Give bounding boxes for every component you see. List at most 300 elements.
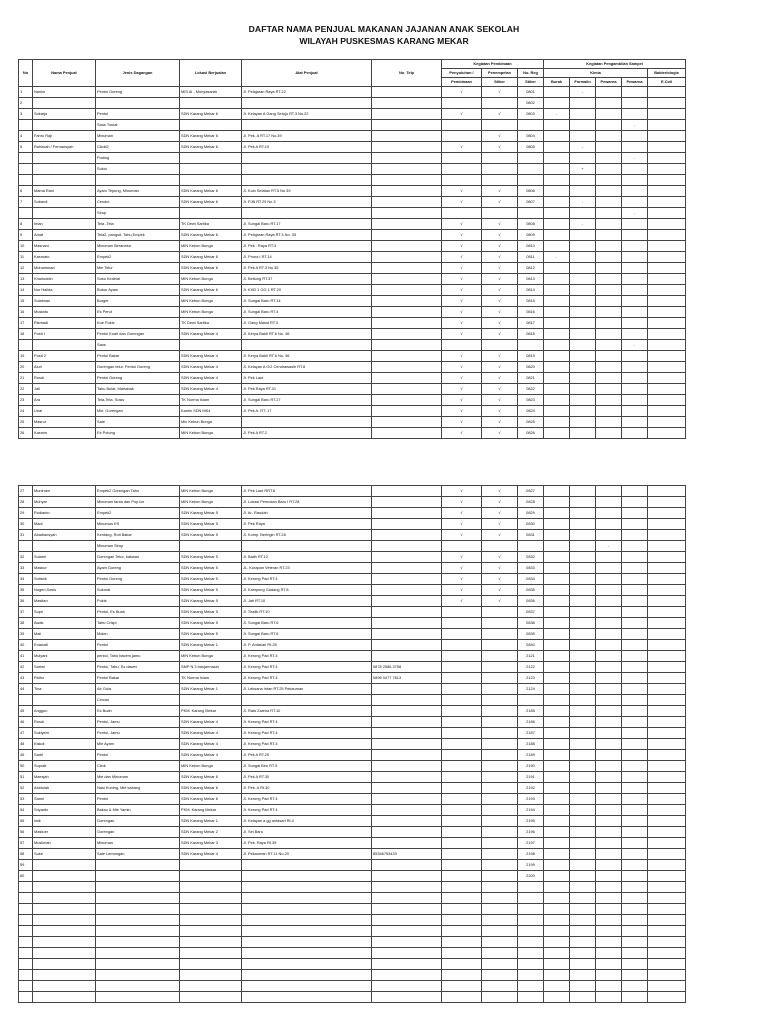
- table-cell: [622, 970, 648, 981]
- table-row: [19, 120, 686, 131]
- table-cell: Es Potong: [96, 428, 180, 439]
- table-cell: SDN Karang Mekar 4: [180, 329, 242, 340]
- table-cell: [372, 241, 442, 252]
- table-cell: [442, 684, 482, 695]
- table-cell: Es Buah: [96, 706, 180, 717]
- table-cell: Cilok: [96, 761, 180, 772]
- table-cell: SDN Karang Mekar 5: [180, 508, 242, 519]
- table-cell: [33, 175, 96, 186]
- table-cell: [648, 552, 686, 563]
- table-cell: [544, 684, 570, 695]
- table-cell: [570, 307, 596, 318]
- table-cell: 43: [19, 673, 33, 684]
- table-cell: [596, 926, 622, 937]
- table-cell: Mulyani: [33, 651, 96, 662]
- table-cell: [442, 98, 482, 109]
- table-cell: SDN Karang Mekar 5: [180, 519, 242, 530]
- table-cell: Sriyanto: [33, 805, 96, 816]
- table-cell: TK Dewi Sartika: [180, 219, 242, 230]
- table-cell: [544, 318, 570, 329]
- table-cell: √: [442, 508, 482, 519]
- table-cell: Tahu Bulat, Martabak: [96, 384, 180, 395]
- table-cell: √: [482, 109, 518, 120]
- table-row: [19, 508, 686, 519]
- table-cell: [180, 164, 242, 175]
- table-cell: Ayam Tepung, Minuman: [96, 186, 180, 197]
- table-cell: [372, 860, 442, 871]
- table-cell: [442, 827, 482, 838]
- table-cell: [570, 662, 596, 673]
- table-cell: Jl. Tirafik RT.10: [242, 607, 372, 618]
- table-cell: 54: [19, 805, 33, 816]
- table-cell: Jl. Pelajaran Raya RT.3 No. 35: [242, 230, 372, 241]
- table-cell: [648, 351, 686, 362]
- table-cell: 0811: [518, 252, 544, 263]
- table-cell: [482, 805, 518, 816]
- table-row: [19, 274, 686, 285]
- table-cell: √: [482, 497, 518, 508]
- table-row: [19, 87, 686, 98]
- table-cell: [372, 541, 442, 552]
- table-cell: [570, 362, 596, 373]
- table-cell: [372, 164, 442, 175]
- table-cell: SDN Karang Mekar 2: [180, 827, 242, 838]
- table-cell: [596, 285, 622, 296]
- table-cell: SDN Karang Mekar 6: [180, 131, 242, 142]
- table-cell: Abadiansyah: [33, 530, 96, 541]
- table-cell: [596, 373, 622, 384]
- table-cell: [442, 904, 482, 915]
- table-cell: [622, 761, 648, 772]
- table-cell: √: [482, 351, 518, 362]
- table-cell: [33, 164, 96, 175]
- table-cell: √: [482, 585, 518, 596]
- table-cell: [648, 838, 686, 849]
- table-cell: [570, 530, 596, 541]
- table-cell: [19, 175, 33, 186]
- table-cell: [544, 585, 570, 596]
- table-cell: Suprati: [33, 761, 96, 772]
- table-cell: [544, 428, 570, 439]
- table-cell: [442, 695, 482, 706]
- table-cell: [648, 926, 686, 937]
- table-cell: [544, 728, 570, 739]
- table-cell: [242, 860, 372, 871]
- table-cell: [442, 981, 482, 992]
- table-cell: [442, 640, 482, 651]
- table-cell: SDN Karang Mekar 5: [180, 618, 242, 629]
- table-cell: [482, 684, 518, 695]
- header-jenis: Jenis Dagangan: [96, 60, 180, 87]
- table-cell: [180, 340, 242, 351]
- table-cell: [180, 871, 242, 882]
- table-cell: [372, 351, 442, 362]
- table-cell: [372, 607, 442, 618]
- table-cell: √: [482, 574, 518, 585]
- table-cell: [180, 98, 242, 109]
- table-cell: √: [442, 186, 482, 197]
- table-cell: 0827: [518, 486, 544, 497]
- table-cell: [648, 882, 686, 893]
- table-cell: [622, 937, 648, 948]
- table-cell: √: [482, 406, 518, 417]
- table-cell: Jl. Kerong Pad RT.4: [242, 717, 372, 728]
- table-cell: 40: [19, 640, 33, 651]
- table-cell: [442, 728, 482, 739]
- table-cell: Jl. Kelayan A Gang Setuju RT.3 No.22: [242, 109, 372, 120]
- header-stiker: Stiker: [482, 78, 518, 87]
- table-cell: [570, 805, 596, 816]
- table-cell: 14: [19, 285, 33, 296]
- table-cell: [648, 274, 686, 285]
- table-cell: 2198: [518, 849, 544, 860]
- table-cell: [622, 816, 648, 827]
- table-cell: √: [482, 263, 518, 274]
- table-cell: [622, 629, 648, 640]
- table-cell: [544, 783, 570, 794]
- header-no: No: [19, 60, 33, 87]
- table-cell: 0819: [518, 351, 544, 362]
- table-cell: [570, 849, 596, 860]
- table-cell: 0806: [518, 186, 544, 197]
- table-cell: -: [544, 109, 570, 120]
- table-cell: 31: [19, 530, 33, 541]
- table-cell: pentol, Tahu bacem,jamu: [96, 651, 180, 662]
- table-row: [19, 937, 686, 948]
- table-cell: [596, 937, 622, 948]
- table-cell: [570, 241, 596, 252]
- table-row: [19, 219, 686, 230]
- table-cell: [648, 959, 686, 970]
- table-cell: Jl. Pek A RT.20: [242, 750, 372, 761]
- table-cell: Pentol: [96, 794, 180, 805]
- table-cell: [622, 893, 648, 904]
- table-cell: [482, 761, 518, 772]
- table-cell: √: [482, 252, 518, 263]
- table-cell: [570, 120, 596, 131]
- table-cell: Mali: [33, 629, 96, 640]
- table-cell: SDN Karang Mekar 1: [180, 640, 242, 651]
- table-cell: 18: [19, 329, 33, 340]
- table-cell: [544, 926, 570, 937]
- table-cell: Mie, Gorengan: [96, 406, 180, 417]
- table-cell: √: [442, 596, 482, 607]
- table-cell: -: [622, 120, 648, 131]
- table-cell: SDN Karang Mekar 4: [180, 717, 242, 728]
- table-cell: [96, 175, 180, 186]
- table-cell: [372, 882, 442, 893]
- table-cell: 0803: [518, 109, 544, 120]
- table-cell: Minuman: [96, 131, 180, 142]
- table-cell: [482, 607, 518, 618]
- table-cell: [648, 893, 686, 904]
- table-cell: Sirup: [96, 208, 180, 219]
- table-cell: [372, 208, 442, 219]
- table-cell: Sadri: [33, 750, 96, 761]
- table-cell: √: [442, 329, 482, 340]
- table-cell: [96, 860, 180, 871]
- table-cell: [180, 120, 242, 131]
- table-cell: 1: [19, 87, 33, 98]
- table-cell: 19: [19, 351, 33, 362]
- table-row: [19, 838, 686, 849]
- table-cell: [442, 893, 482, 904]
- table-cell: 26: [19, 428, 33, 439]
- table-cell: [372, 838, 442, 849]
- table-cell: [482, 629, 518, 640]
- table-cell: [482, 153, 518, 164]
- table-cell: [570, 926, 596, 937]
- table-cell: [622, 563, 648, 574]
- table-cell: [570, 893, 596, 904]
- table-cell: [622, 695, 648, 706]
- table-cell: [544, 351, 570, 362]
- table-cell: [596, 219, 622, 230]
- table-cell: [180, 926, 242, 937]
- table-cell: [544, 530, 570, 541]
- table-cell: [570, 175, 596, 186]
- table-row: [19, 607, 686, 618]
- table-cell: Jl. Sungai Baru RT.4: [242, 307, 372, 318]
- table-cell: [544, 307, 570, 318]
- table-row: [19, 926, 686, 937]
- table-cell: [544, 717, 570, 728]
- table-cell: Iman: [33, 219, 96, 230]
- table-cell: [622, 530, 648, 541]
- table-cell: [596, 351, 622, 362]
- table-cell: Burger: [96, 296, 180, 307]
- table-cell: [622, 739, 648, 750]
- table-cell: Jl. Pek A RT.2: [242, 428, 372, 439]
- table-cell: [622, 750, 648, 761]
- table-cell: [570, 838, 596, 849]
- table-cell: [648, 486, 686, 497]
- table-cell: SDN Karang Mekar 5: [180, 530, 242, 541]
- table-cell: [648, 904, 686, 915]
- table-cell: [372, 230, 442, 241]
- table-cell: [544, 153, 570, 164]
- table-cell: [19, 695, 33, 706]
- table-cell: 0815: [518, 296, 544, 307]
- table-cell: [622, 274, 648, 285]
- table-cell: [648, 109, 686, 120]
- table-cell: [372, 142, 442, 153]
- table-cell: [648, 395, 686, 406]
- table-row: [19, 640, 686, 651]
- table-cell: [544, 120, 570, 131]
- table-cell: [33, 904, 96, 915]
- table-cell: 3: [19, 109, 33, 120]
- table-cell: 2187: [518, 728, 544, 739]
- table-cell: Jl. Pek A. RT. 17: [242, 406, 372, 417]
- table-cell: [544, 761, 570, 772]
- table-cell: SDN Karang Mekar 4: [180, 739, 242, 750]
- table-cell: [544, 563, 570, 574]
- table-cell: [242, 904, 372, 915]
- table-cell: [596, 186, 622, 197]
- table-cell: Empek2: [96, 252, 180, 263]
- table-cell: [19, 926, 33, 937]
- table-cell: [570, 882, 596, 893]
- table-cell: [570, 772, 596, 783]
- table-cell: [596, 651, 622, 662]
- table-cell: [544, 805, 570, 816]
- table-cell: Empek2 Gorengan Tahu: [96, 486, 180, 497]
- table-cell: [622, 362, 648, 373]
- table-cell: [544, 340, 570, 351]
- table-cell: [648, 318, 686, 329]
- table-cell: [372, 153, 442, 164]
- table-cell: [180, 541, 242, 552]
- table-cell: [648, 761, 686, 772]
- table-cell: [544, 882, 570, 893]
- table-cell: [242, 937, 372, 948]
- table-cell: [648, 805, 686, 816]
- table-cell: [482, 164, 518, 175]
- table-cell: [622, 706, 648, 717]
- table-cell: [648, 263, 686, 274]
- table-cell: 23: [19, 395, 33, 406]
- table-cell: -: [596, 541, 622, 552]
- table-cell: Jl. Kerong Pad RT.4: [242, 805, 372, 816]
- table-row: [19, 596, 686, 607]
- table-cell: [544, 274, 570, 285]
- table-cell: 2124: [518, 684, 544, 695]
- table-cell: [622, 849, 648, 860]
- table-cell: Sulaiman: [33, 296, 96, 307]
- table-cell: [19, 120, 33, 131]
- table-cell: Posti I: [33, 329, 96, 340]
- table-cell: √: [442, 395, 482, 406]
- table-cell: [570, 816, 596, 827]
- header-kegiatan-pembinaan: Kegiatan Pembinaan: [442, 60, 544, 69]
- table-cell: [596, 640, 622, 651]
- header-nama: Nama Penjual: [33, 60, 96, 87]
- table-cell: [482, 959, 518, 970]
- table-cell: [372, 794, 442, 805]
- table-cell: Mastuer: [33, 827, 96, 838]
- table-cell: Supri: [33, 607, 96, 618]
- table-cell: [372, 728, 442, 739]
- table-cell: Empek2: [96, 508, 180, 519]
- table-cell: [242, 948, 372, 959]
- table-cell: Pentol Goreng: [96, 373, 180, 384]
- table-cell: [596, 530, 622, 541]
- table-cell: [596, 750, 622, 761]
- table-cell: Maesjah: [33, 772, 96, 783]
- table-cell: [648, 497, 686, 508]
- table-cell: [242, 208, 372, 219]
- header-pewarna: Pewarna: [596, 78, 622, 87]
- table-cell: [544, 208, 570, 219]
- table-cell: [570, 992, 596, 1003]
- table-cell: √: [482, 307, 518, 318]
- table-cell: [482, 871, 518, 882]
- table-cell: Nanim: [33, 87, 96, 98]
- table-cell: SDN Karang Mekar 6: [180, 772, 242, 783]
- table-cell: -: [570, 87, 596, 98]
- table-cell: Muhammad: [33, 263, 96, 274]
- table-cell: [518, 915, 544, 926]
- table-cell: -: [622, 340, 648, 351]
- table-cell: [544, 772, 570, 783]
- table-cell: [596, 827, 622, 838]
- table-cell: [570, 263, 596, 274]
- table-cell: [242, 992, 372, 1003]
- table-cell: [442, 120, 482, 131]
- table-cell: 0839: [518, 629, 544, 640]
- table-cell: Muhyar: [33, 497, 96, 508]
- table-cell: Nur Halida: [33, 285, 96, 296]
- table-cell: [180, 882, 242, 893]
- table-row: [19, 783, 686, 794]
- table-cell: [648, 541, 686, 552]
- table-cell: 2196: [518, 827, 544, 838]
- table-cell: [372, 893, 442, 904]
- table-cell: [544, 406, 570, 417]
- table-cell: SDN Karang Mekar 5: [180, 585, 242, 596]
- table-cell: 0824: [518, 406, 544, 417]
- table-cell: [622, 871, 648, 882]
- table-cell: [518, 164, 544, 175]
- table-cell: √: [442, 109, 482, 120]
- table-cell: 0807: [518, 197, 544, 208]
- table-cell: [544, 362, 570, 373]
- table-cell: [648, 783, 686, 794]
- table-cell: Jl. PJB RT.29 No.3: [242, 197, 372, 208]
- table-row: [19, 186, 686, 197]
- vendor-table-page-2: [18, 485, 686, 1003]
- table-cell: [596, 98, 622, 109]
- table-row: [19, 981, 686, 992]
- table-cell: [570, 794, 596, 805]
- table-cell: √: [482, 131, 518, 142]
- table-cell: Sarmi: [33, 794, 96, 805]
- table-cell: 2121: [518, 651, 544, 662]
- table-cell: √: [442, 384, 482, 395]
- table-cell: Jl. Sungai Biru RT.3: [242, 761, 372, 772]
- header-stiker-reg: Stiker: [518, 78, 544, 87]
- table-cell: [19, 937, 33, 948]
- table-cell: 0812: [518, 263, 544, 274]
- table-cell: Jl. Kampung Gadang RT.8: [242, 585, 372, 596]
- table-cell: [648, 849, 686, 860]
- table-cell: -: [570, 142, 596, 153]
- table-cell: Ayam Goreng: [96, 563, 180, 574]
- header-lokasi: Lokasi Berjualan: [180, 60, 242, 87]
- table-cell: Suke: [33, 849, 96, 860]
- table-row: [19, 131, 686, 142]
- table-cell: 12: [19, 263, 33, 274]
- table-cell: [372, 109, 442, 120]
- vendor-rows-page-1: [19, 87, 686, 439]
- table-cell: [372, 574, 442, 585]
- table-cell: [544, 263, 570, 274]
- table-cell: SDN Karang Mekar 6: [180, 142, 242, 153]
- table-cell: Jali: [33, 384, 96, 395]
- table-cell: [570, 186, 596, 197]
- table-row: [19, 959, 686, 970]
- table-cell: [596, 563, 622, 574]
- table-cell: Jl. Jati RT.10: [242, 596, 372, 607]
- table-cell: 2: [19, 98, 33, 109]
- table-cell: [544, 508, 570, 519]
- table-cell: [648, 629, 686, 640]
- table-cell: Pentol Kuah dan Gorengan: [96, 329, 180, 340]
- table-cell: √: [442, 351, 482, 362]
- table-cell: [622, 783, 648, 794]
- table-cell: [33, 937, 96, 948]
